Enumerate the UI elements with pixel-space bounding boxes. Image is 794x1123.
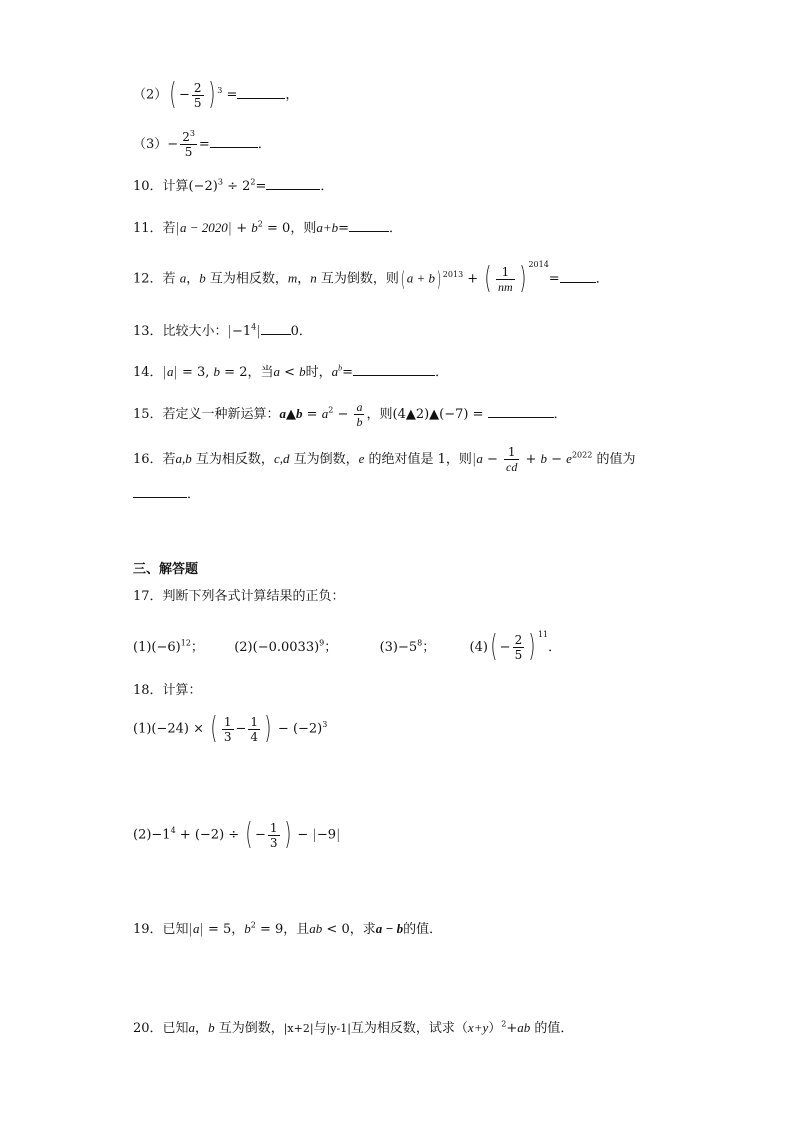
abs-content: −1 — [231, 324, 252, 339]
right-paren: ) — [207, 77, 215, 112]
exponent: 9 — [319, 638, 325, 648]
answer-blank[interactable] — [349, 219, 389, 232]
numerator: 1 — [250, 714, 259, 729]
condition: < 0 — [322, 922, 350, 937]
separator: ， — [297, 271, 311, 287]
question-label: 18．计算： — [133, 683, 202, 698]
question-16-blank-line — [133, 485, 200, 504]
numerator: 1 — [269, 820, 278, 835]
punctuation: ． — [595, 271, 609, 287]
separator: ， — [186, 271, 200, 287]
question-9-part-2 — [133, 77, 299, 112]
fraction — [513, 633, 525, 662]
numerator: 1 — [496, 265, 515, 280]
question-11 — [133, 219, 402, 238]
triangle-operator: ▲ — [286, 407, 297, 422]
question-label: 17．判断下列各式计算结果的正负： — [133, 589, 345, 604]
answer-blank[interactable] — [261, 322, 291, 335]
text: ，则 — [366, 407, 393, 422]
fraction — [248, 715, 260, 744]
expression: (1)(−24) × — [133, 721, 209, 737]
punctuation: ． — [298, 324, 312, 339]
abs-bar: | — [312, 827, 317, 843]
exponent: 8 — [417, 638, 423, 648]
equals-sign: = — [302, 407, 322, 422]
numerator: 2 — [193, 80, 202, 95]
text: 互为倒数， — [289, 452, 359, 467]
operator: + — [463, 271, 483, 287]
abs-expression: |y-1| — [326, 1022, 351, 1035]
text: 的值为 — [592, 452, 636, 467]
text: 的绝对值是 1，则 — [364, 452, 472, 467]
var-a: a — [188, 1020, 196, 1035]
exponent: 2 — [501, 1019, 507, 1029]
operator: − — [235, 721, 247, 737]
abs-bar: | — [175, 221, 180, 236]
minus-sign: − — [167, 137, 179, 152]
question-15 — [133, 400, 567, 429]
text: ，求 — [349, 922, 376, 937]
answer-blank[interactable] — [353, 363, 435, 376]
equals-sign: = — [338, 221, 350, 236]
abs-bar: | — [188, 922, 193, 937]
part-2 — [234, 640, 337, 655]
text: 时， — [305, 365, 332, 380]
question-18-part-2 — [133, 817, 341, 852]
question-label: 10．计算 — [133, 179, 189, 194]
var-b: b — [244, 921, 251, 936]
question-9-part-3 — [133, 130, 271, 159]
expression: a + b — [406, 270, 435, 286]
var-a: a — [166, 364, 174, 379]
punctuation: ； — [324, 639, 338, 655]
fraction — [222, 715, 234, 744]
denominator: cd — [506, 460, 518, 474]
denominator: nm — [498, 279, 513, 294]
var-a: a — [476, 451, 483, 466]
expression: a − b — [375, 921, 404, 936]
abs-bar: | — [256, 324, 261, 339]
text: 互为相反数，试求（ — [350, 1021, 468, 1036]
var-a: a — [273, 364, 280, 379]
question-13 — [133, 322, 312, 341]
numerator-base: 2 — [182, 130, 190, 144]
answer-blank[interactable] — [266, 177, 320, 190]
fraction — [504, 445, 519, 474]
var-n: n — [310, 270, 317, 286]
text: ） — [488, 1021, 502, 1036]
var-e: e — [358, 451, 365, 466]
expression: − (−2) — [273, 721, 323, 737]
value: 0 — [290, 324, 299, 339]
left-paren: ( — [490, 629, 498, 664]
text: 的值． — [530, 1021, 574, 1036]
abs-bar: | — [199, 922, 204, 937]
equation-rhs: = 0 — [262, 221, 291, 236]
exponent: 2013 — [442, 270, 464, 280]
minus-sign: − — [499, 639, 511, 655]
fraction — [496, 265, 515, 294]
operator: < — [279, 365, 300, 380]
var-a: a — [331, 364, 339, 379]
exponent: 2 — [250, 920, 256, 930]
punctuation: ． — [320, 179, 334, 194]
answer-blank[interactable] — [488, 405, 554, 418]
part-label: （3） — [133, 137, 168, 152]
exponent: 2 — [257, 219, 263, 229]
text: 互为相反数， — [191, 452, 274, 467]
expression: (2)(−0.0033) — [234, 639, 320, 655]
question-18 — [133, 682, 202, 700]
condition: = 2 — [220, 365, 248, 380]
question-20 — [133, 1019, 573, 1038]
abs-bar: | — [227, 221, 233, 236]
left-paren: ( — [484, 261, 492, 296]
equals-sign: = — [342, 365, 354, 380]
exponent: 2022 — [571, 450, 593, 460]
question-17-parts — [133, 629, 562, 664]
separator: ， — [195, 1021, 209, 1036]
question-label: 11．若 — [133, 221, 176, 236]
exponent: 3 — [217, 177, 223, 187]
denominator: 5 — [514, 647, 523, 662]
numerator: 2 — [514, 632, 523, 647]
expression: (2)−1 — [133, 827, 171, 843]
punctuation: ． — [435, 365, 449, 380]
fraction — [192, 81, 204, 110]
denominator: 3 — [269, 835, 278, 850]
left-paren: ( — [245, 817, 253, 852]
expression: (1)(−6) — [133, 639, 181, 655]
right-paren: ) — [436, 267, 442, 291]
text: 互为倒数， — [214, 1021, 284, 1036]
exponent: 2 — [250, 177, 256, 187]
abs-content: −9 — [316, 827, 337, 843]
punctuation: ． — [548, 639, 562, 655]
operator: − — [482, 452, 502, 467]
abs-bar: | — [162, 365, 167, 380]
punctuation: ； — [190, 639, 204, 655]
text: ，则 — [290, 221, 317, 236]
question-label: 16．若 — [133, 452, 176, 467]
var-ab: ab — [309, 921, 323, 936]
var-e: e — [566, 451, 572, 466]
var-b: b — [299, 364, 306, 379]
numerator: 1 — [223, 714, 232, 729]
condition: = 3, — [177, 365, 214, 380]
denominator: 3 — [223, 729, 232, 744]
question-label: 12．若 — [133, 271, 176, 287]
punctuation: ； — [422, 639, 436, 655]
var-b: b — [296, 406, 303, 421]
part-4 — [469, 629, 562, 664]
numerator: a — [356, 400, 363, 414]
var-ab: ab — [517, 1020, 531, 1035]
punctuation: ． — [187, 487, 201, 502]
operator: − — [547, 452, 567, 467]
operator: − — [333, 407, 353, 422]
denominator: 5 — [193, 95, 202, 110]
text: 互为相反数， — [205, 271, 288, 287]
text: ，当 — [247, 365, 274, 380]
question-17 — [133, 588, 345, 606]
question-label: 13．比较大小： — [133, 324, 228, 339]
part-label: (4) — [469, 639, 488, 655]
exponent: b — [338, 363, 343, 373]
answer-blank[interactable] — [237, 86, 285, 99]
part-3 — [380, 640, 436, 655]
var-b: b — [199, 270, 206, 286]
question-label: 14． — [133, 365, 163, 380]
question-10 — [133, 177, 333, 196]
operator: + — [521, 452, 541, 467]
minus-sign: − — [179, 87, 190, 103]
punctuation: ． — [257, 137, 271, 152]
var-a: a — [179, 270, 187, 286]
right-paren: ) — [519, 261, 527, 296]
section-heading: 三、解答题 — [133, 562, 199, 577]
denominator: 5 — [184, 145, 193, 159]
var-b: b — [540, 451, 547, 466]
right-paren: ) — [528, 629, 536, 664]
expression: a+b — [316, 220, 339, 235]
left-paren: ( — [400, 267, 406, 291]
abs-bar: | — [227, 324, 232, 339]
expression: (3)−5 — [379, 639, 418, 655]
var-b: b — [213, 364, 221, 379]
var-a: a — [279, 406, 287, 421]
var-a: a — [192, 921, 200, 936]
vars-ab: a,b — [175, 451, 192, 466]
abs-bar: | — [336, 827, 341, 843]
var-m: m — [287, 270, 298, 286]
operator: − — [293, 827, 313, 843]
question-18-part-1 — [133, 711, 328, 746]
var-a: a — [321, 406, 329, 421]
question-label: 20．已知 — [133, 1021, 189, 1036]
exponent: 11 — [537, 630, 549, 640]
abs-expression: |x+2| — [283, 1022, 314, 1035]
exponent: 4 — [251, 322, 257, 332]
operator: ÷ 2 — [222, 179, 251, 194]
part-1 — [133, 640, 204, 655]
abs-bar: | — [173, 365, 178, 380]
exponent: 4 — [170, 826, 176, 836]
punctuation: ． — [553, 407, 567, 422]
equals-sign: = — [255, 179, 267, 194]
question-12 — [133, 260, 609, 296]
exponent: 2014 — [528, 260, 549, 270]
answer-blank[interactable] — [133, 485, 187, 498]
equals-sign: = — [548, 271, 560, 287]
condition: = 5， — [203, 922, 245, 937]
abs-bar: | — [471, 452, 477, 467]
minus-sign: − — [255, 827, 266, 843]
operator: + — [506, 1021, 518, 1036]
answer-blank[interactable] — [210, 135, 258, 148]
question-label: 15．若定义一种新运算： — [133, 407, 280, 422]
question-16 — [133, 445, 635, 474]
denominator: b — [356, 415, 363, 429]
var-b: b — [208, 1020, 215, 1035]
text: 的值． — [403, 922, 443, 937]
condition: = 9，且 — [255, 922, 310, 937]
expression: + (−2) ÷ — [175, 827, 244, 843]
answer-blank[interactable] — [560, 270, 596, 283]
question-19 — [133, 920, 442, 939]
denominator: 4 — [250, 729, 259, 744]
punctuation: ． — [389, 221, 403, 236]
right-paren: ) — [264, 711, 272, 746]
equals-sign: = — [198, 137, 210, 152]
fraction — [268, 821, 280, 850]
expression: (−2) — [188, 179, 218, 194]
operator: + — [232, 221, 252, 236]
punctuation: ， — [285, 87, 299, 103]
question-label: 19．已知 — [133, 922, 189, 937]
exponent: 2 — [328, 405, 334, 415]
text: 与 — [313, 1021, 327, 1036]
exponent: 12 — [180, 638, 191, 648]
fraction — [180, 130, 197, 159]
equals-sign: = — [226, 87, 238, 103]
exponent: 3 — [322, 720, 328, 730]
vars-cd: c,d — [273, 451, 290, 466]
exponent: 3 — [217, 86, 223, 96]
right-paren: ) — [283, 817, 291, 852]
left-paren: ( — [210, 711, 218, 746]
var-b: b — [251, 220, 258, 235]
text: 互为倒数，则 — [316, 271, 399, 287]
part-label: （2） — [133, 87, 168, 103]
fraction — [354, 400, 364, 429]
abs-content: a − 2020 — [179, 220, 228, 235]
left-paren: ( — [169, 77, 177, 112]
numerator — [180, 130, 197, 145]
expression: (4▲2)▲(−7) = — [392, 407, 488, 422]
expression: x+y — [467, 1020, 489, 1035]
numerator: 1 — [504, 445, 519, 460]
question-14 — [133, 363, 448, 382]
exponent: 3 — [189, 129, 195, 138]
